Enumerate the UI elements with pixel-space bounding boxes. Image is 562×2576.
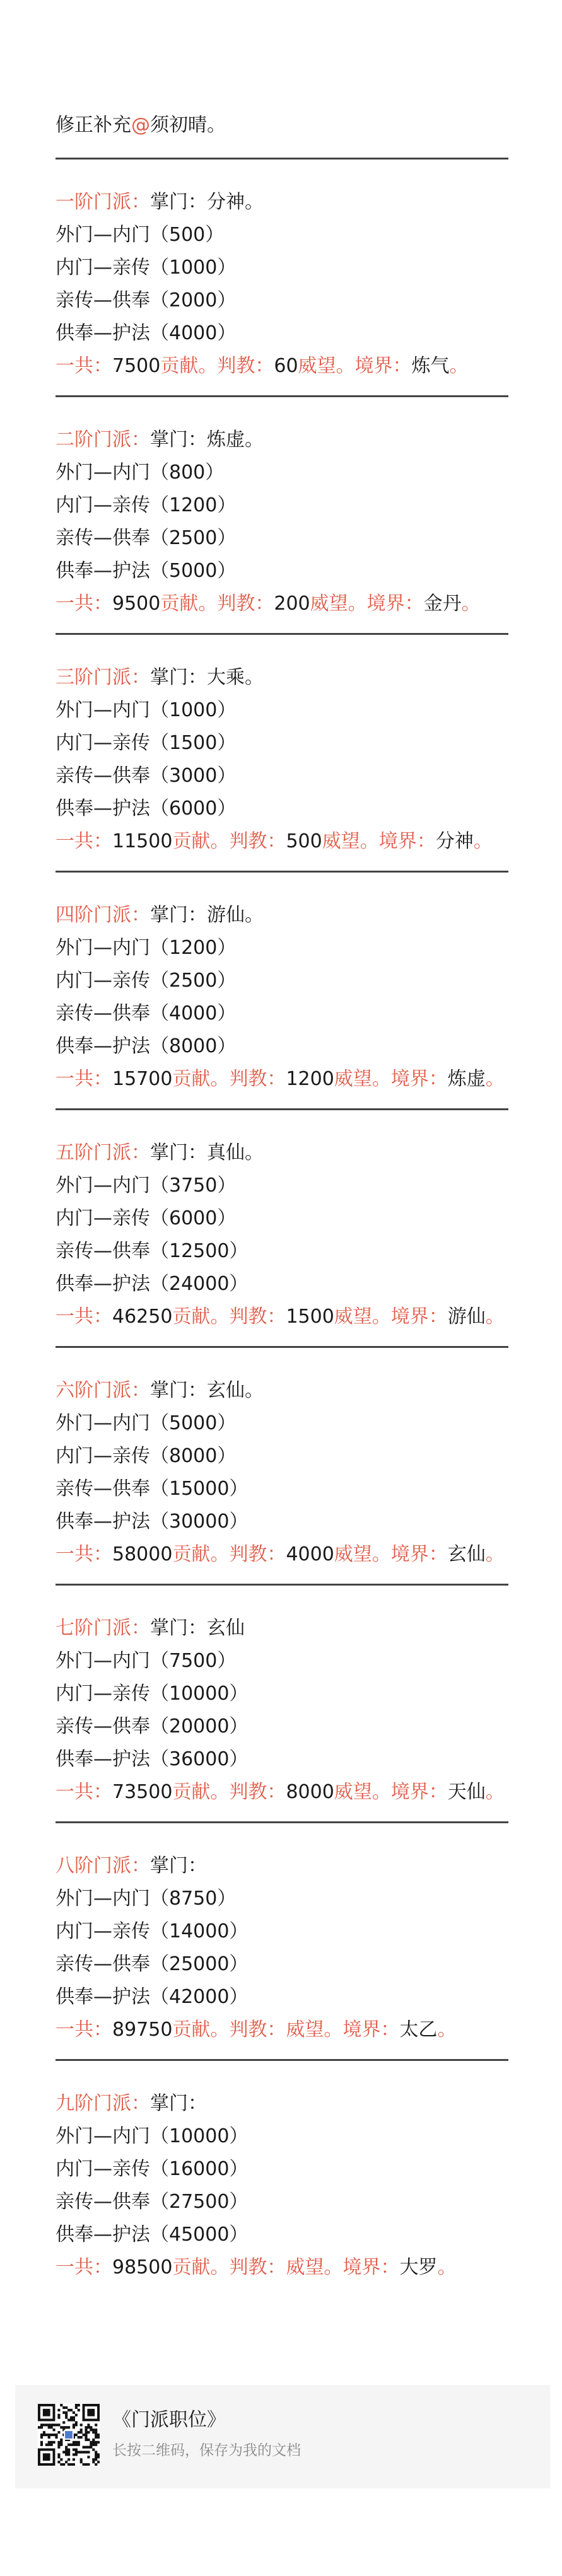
leader-realm: 炼虚。 [207, 429, 264, 451]
rank-requirement: 亲传—供奉（27500） [56, 2191, 249, 2213]
prestige-value: 1500 [286, 1306, 334, 1328]
tier-summary [56, 350, 508, 383]
tier-header [56, 1137, 508, 1169]
rank-requirement: 供奉—护法（36000） [56, 1748, 249, 1770]
leader-realm: 大乘。 [207, 666, 264, 688]
rank-requirement: 外门—内门（1000） [56, 699, 237, 721]
realm-value: 炼气 [411, 355, 450, 377]
contribution-value: 11500 [112, 830, 173, 852]
rank-requirement: 内门—亲传（10000） [56, 1683, 249, 1705]
prestige-value: 500 [286, 830, 322, 852]
contribution-value: 46250 [112, 1306, 173, 1328]
rank-requirement: 亲传—供奉（25000） [56, 1953, 249, 1975]
prestige-value: 1200 [286, 1068, 334, 1090]
realm-value: 游仙 [447, 1306, 486, 1328]
rank-requirement: 内门—亲传（6000） [56, 1207, 237, 1229]
contribution-value: 7500 [112, 355, 161, 377]
rank-requirement: 供奉—护法（45000） [56, 2224, 249, 2246]
tier-title: 二阶门派： [56, 429, 150, 451]
rank-requirement: 供奉—护法（8000） [56, 1035, 237, 1057]
rank-requirement: 亲传—供奉（20000） [56, 1715, 249, 1738]
leader-realm: 分神。 [207, 191, 264, 213]
leader-realm: 真仙。 [207, 1142, 264, 1164]
leader-label: 掌门： [150, 1379, 207, 1401]
contribution-unit: 贡献。 [172, 1068, 230, 1090]
tier-summary [56, 588, 508, 620]
realm-label: 境界： [354, 355, 412, 377]
rank-requirement: 内门—亲传（1000） [56, 257, 237, 279]
intro-line [56, 112, 508, 139]
total-label: 一共： [56, 593, 112, 615]
tier-summary [56, 2251, 508, 2284]
rank-requirement: 供奉—护法（42000） [56, 1986, 249, 2008]
rank-requirement: 亲传—供奉（15000） [56, 1478, 249, 1500]
prestige-unit: 威望。 [298, 355, 355, 377]
rank-requirement: 内门—亲传（14000） [56, 1920, 249, 1942]
teach-label: 判教： [217, 593, 274, 615]
rank-requirement: 亲传—供奉（12500） [56, 1240, 249, 1262]
total-label: 一共： [56, 1781, 112, 1803]
doc-title: 《门派职位》 [112, 2409, 226, 2431]
rank-requirement: 内门—亲传（8000） [56, 1445, 237, 1467]
leader-label: 掌门： [150, 1617, 207, 1639]
realm-label: 境界： [378, 830, 436, 852]
teach-label: 判教： [229, 1781, 286, 1803]
tier-summary [56, 825, 508, 858]
rank-requirement: 供奉—护法（24000） [56, 1273, 249, 1295]
total-label: 一共： [56, 2256, 112, 2278]
contribution-unit: 贡献。 [172, 1306, 230, 1328]
realm-label: 境界： [390, 1543, 448, 1565]
contribution-unit: 贡献。 [160, 593, 218, 615]
tier-title: 六阶门派： [56, 1379, 150, 1401]
contribution-unit: 贡献。 [172, 2019, 230, 2041]
tier-block [56, 397, 508, 620]
prestige-value: 60 [274, 355, 298, 377]
doc-card[interactable] [15, 2385, 550, 2488]
teach-label: 判教： [229, 1306, 286, 1328]
tier-list [56, 160, 508, 2284]
tier-title: 五阶门派： [56, 1142, 150, 1164]
teach-label: 判教： [217, 355, 274, 377]
prestige-value: 4000 [286, 1543, 334, 1565]
leader-label: 掌门： [150, 191, 207, 213]
total-label: 一共： [56, 1306, 112, 1328]
teach-label: 判教： [229, 1543, 286, 1565]
contribution-value: 58000 [112, 1543, 173, 1565]
leader-realm: 玄仙 [207, 1617, 245, 1639]
rank-requirement: 内门—亲传（16000） [56, 2158, 249, 2180]
tier-header [56, 1612, 508, 1645]
tier-title: 四阶门派： [56, 904, 150, 926]
rank-requirement: 亲传—供奉（4000） [56, 1002, 237, 1024]
leader-realm: 游仙。 [207, 904, 264, 926]
doc-hint: 长按二维码，保存为我的文档 [112, 2442, 301, 2459]
document-body [56, 0, 508, 2284]
tier-header [56, 1374, 508, 1407]
prestige-unit: 威望。 [334, 1543, 391, 1565]
tier-header [56, 661, 508, 694]
summary-end: 。 [437, 2256, 457, 2278]
leader-label: 掌门： [150, 1142, 207, 1164]
rank-requirement: 亲传—供奉（3000） [56, 765, 237, 787]
tier-block [56, 1586, 508, 1809]
tier-header [56, 186, 508, 219]
realm-label: 境界： [342, 2256, 400, 2278]
tier-summary [56, 1063, 508, 1096]
tier-block [56, 2061, 508, 2284]
rank-requirement: 外门—内门（7500） [56, 1650, 237, 1672]
contribution-unit: 贡献。 [160, 355, 218, 377]
rank-requirement: 内门—亲传（2500） [56, 970, 237, 992]
realm-label: 境界： [390, 1781, 448, 1803]
rank-requirement: 供奉—护法（6000） [56, 798, 237, 820]
realm-value: 玄仙 [447, 1543, 486, 1565]
rank-requirement: 外门—内门（1200） [56, 937, 237, 959]
realm-value: 太乙 [399, 2019, 438, 2041]
rank-requirement: 内门—亲传（1500） [56, 732, 237, 754]
tier-block [56, 160, 508, 383]
qr-code-icon[interactable] [38, 2404, 100, 2466]
tier-header [56, 2087, 508, 2120]
summary-end: 。 [485, 1781, 505, 1803]
realm-value: 大罗 [399, 2256, 438, 2278]
tier-title: 三阶门派： [56, 666, 150, 688]
prestige-value: 200 [274, 593, 310, 615]
tier-summary [56, 1776, 508, 1809]
contribution-value: 98500 [112, 2256, 173, 2278]
tier-title: 九阶门派： [56, 2092, 150, 2115]
summary-end: 。 [485, 1306, 505, 1328]
tier-header [56, 899, 508, 932]
prestige-unit: 威望。 [286, 2256, 343, 2278]
summary-end: 。 [449, 355, 469, 377]
rank-requirement: 外门—内门（3750） [56, 1175, 237, 1197]
tier-summary [56, 1301, 508, 1333]
intro-prefix: 修正补充 [56, 114, 131, 136]
tier-block [56, 1348, 508, 1571]
realm-value: 天仙 [447, 1781, 486, 1803]
tier-block [56, 873, 508, 1096]
rank-requirement: 外门—内门（800） [56, 461, 225, 484]
total-label: 一共： [56, 355, 112, 377]
tier-summary [56, 2014, 508, 2046]
leader-label: 掌门： [150, 1855, 207, 1877]
summary-end: 。 [461, 593, 481, 615]
leader-label: 掌门： [150, 666, 207, 688]
rank-requirement: 供奉—护法（5000） [56, 560, 237, 582]
contribution-value: 73500 [112, 1781, 173, 1803]
leader-label: 掌门： [150, 2092, 207, 2115]
teach-label: 判教： [229, 2256, 286, 2278]
summary-end: 。 [485, 1543, 505, 1565]
teach-label: 判教： [229, 2019, 286, 2041]
mention-at[interactable]: @ [131, 114, 150, 136]
teach-label: 判教： [229, 1068, 286, 1090]
tier-summary [56, 1538, 508, 1571]
total-label: 一共： [56, 2019, 112, 2041]
realm-label: 境界： [366, 593, 424, 615]
contribution-unit: 贡献。 [172, 1781, 230, 1803]
summary-end: 。 [437, 2019, 457, 2041]
contribution-unit: 贡献。 [172, 2256, 230, 2278]
contribution-unit: 贡献。 [172, 1543, 230, 1565]
realm-value: 金丹 [423, 593, 462, 615]
prestige-unit: 威望。 [334, 1306, 391, 1328]
teach-label: 判教： [229, 830, 286, 852]
tier-header [56, 424, 508, 456]
tier-title: 七阶门派： [56, 1617, 150, 1639]
rank-requirement: 供奉—护法（4000） [56, 322, 237, 344]
rank-requirement: 内门—亲传（1200） [56, 494, 237, 516]
summary-end: 。 [473, 830, 493, 852]
prestige-unit: 威望。 [334, 1068, 391, 1090]
total-label: 一共： [56, 1068, 112, 1090]
realm-label: 境界： [342, 2019, 400, 2041]
prestige-unit: 威望。 [286, 2019, 343, 2041]
contribution-value: 9500 [112, 593, 161, 615]
realm-label: 境界： [390, 1306, 448, 1328]
prestige-value: 8000 [286, 1781, 334, 1803]
rank-requirement: 外门—内门（8750） [56, 1888, 237, 1910]
tier-block [56, 1110, 508, 1333]
summary-end: 。 [485, 1068, 505, 1090]
total-label: 一共： [56, 1543, 112, 1565]
rank-requirement: 亲传—供奉（2000） [56, 289, 237, 311]
leader-realm: 玄仙。 [207, 1379, 264, 1401]
realm-value: 分神 [435, 830, 474, 852]
contribution-value: 15700 [112, 1068, 173, 1090]
realm-value: 炼虚 [447, 1068, 486, 1090]
prestige-unit: 威望。 [310, 593, 367, 615]
tier-block [56, 1823, 508, 2046]
rank-requirement: 供奉—护法（30000） [56, 1511, 249, 1533]
realm-label: 境界： [390, 1068, 448, 1090]
rank-requirement: 外门—内门（5000） [56, 1412, 237, 1434]
tier-block [56, 635, 508, 858]
total-label: 一共： [56, 830, 112, 852]
prestige-unit: 威望。 [322, 830, 379, 852]
rank-requirement: 外门—内门（10000） [56, 2125, 249, 2147]
mention-name: 须初晴。 [150, 114, 226, 136]
contribution-value: 89750 [112, 2019, 173, 2041]
leader-label: 掌门： [150, 429, 207, 451]
prestige-unit: 威望。 [334, 1781, 391, 1803]
rank-requirement: 外门—内门（500） [56, 224, 225, 246]
leader-label: 掌门： [150, 904, 207, 926]
contribution-unit: 贡献。 [172, 830, 230, 852]
rank-requirement: 亲传—供奉（2500） [56, 527, 237, 549]
tier-title: 八阶门派： [56, 1855, 150, 1877]
tier-title: 一阶门派： [56, 191, 150, 213]
tier-header [56, 1850, 508, 1883]
